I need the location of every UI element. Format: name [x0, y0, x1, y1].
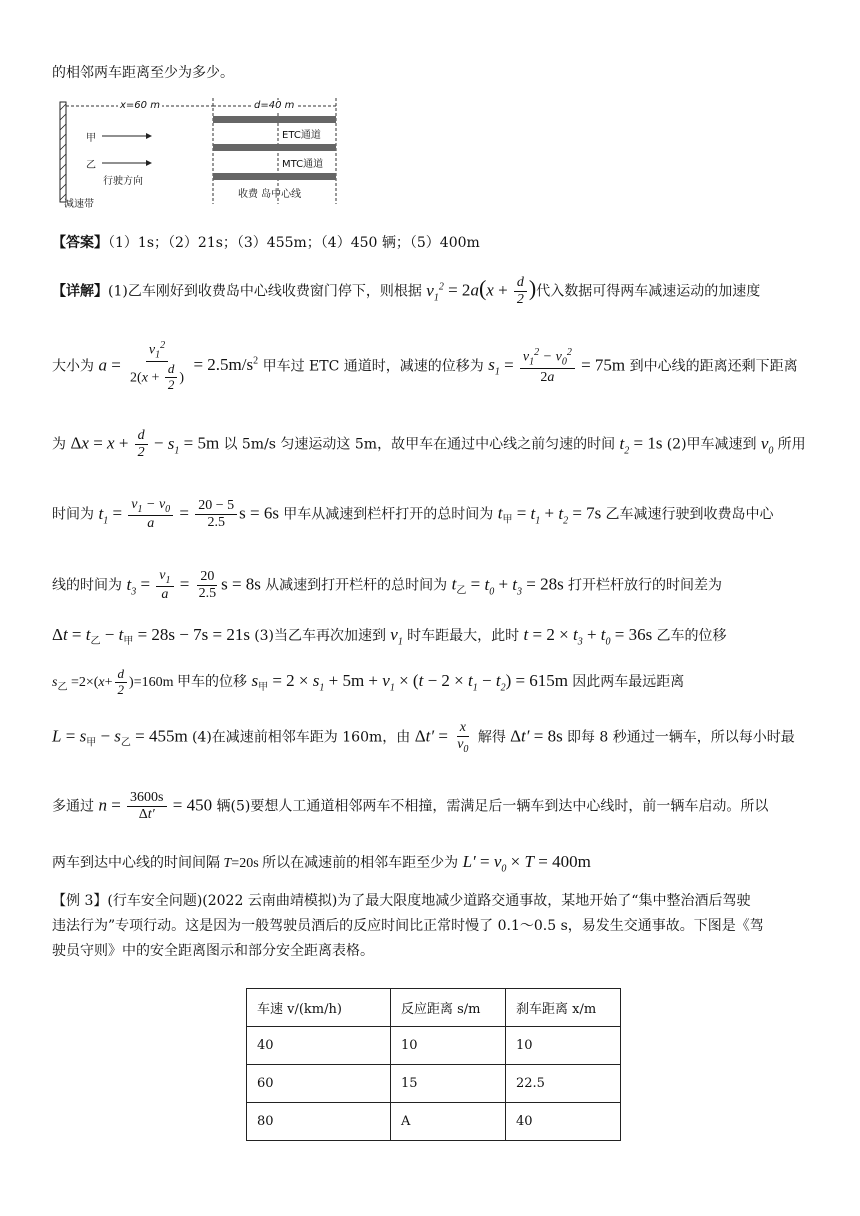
table-cell: 60	[247, 1065, 391, 1103]
detail-line-3: 为 Δx = x + $\frac{d}{2}$ − $s_1 = 5m$ 以 5m/s 匀速运动这 5m，故甲车在通过中心线之前匀速的时间 $t_2 = 1s$ (2)甲车减速到 $v_0$ 所用	[52, 428, 806, 461]
table-row	[247, 1103, 621, 1141]
table-header-row	[247, 989, 621, 1027]
detail-tag: 【详解】	[52, 283, 108, 300]
table-cell: 22.5	[506, 1065, 621, 1103]
detail-line-2: 大小为 a = $v_1^2$ 2(x + $\frac{d}{2}$ ) = $2.5m/s^2$ 甲车过 ETC 通道时，减速的位移为 $s_1$ = $\frac{v_1^2 - v_0^2}{2a}$ = 75m 到中心线的距离还剩下距离	[52, 340, 798, 392]
table-row	[247, 1027, 621, 1065]
table-cell: 15	[391, 1065, 506, 1103]
detail-line-9: 多通过 n = $\frac{3600s}{\Delta t'}$ = 450 辆(5)要想人工通道相邻两车不相撞，需满足后一辆车到达中心线时，前一辆车启动。所以	[52, 790, 769, 823]
safety-distance-table	[246, 988, 621, 1141]
answer-line	[52, 232, 480, 252]
car-jia-label: 甲	[86, 133, 96, 144]
detail-line-10: 两车到达中心线的时间间隔 T=20s 所以在减速前的相邻车距至少为 $L' = v_0 \times T = 400m$	[52, 852, 591, 875]
center-line-label: 收费 岛中心线	[238, 189, 302, 200]
example-line-2: 违法行为”专项行动。这是因为一般驾驶员酒后的反应时间比正常时慢了 0.1～0.5 s，易发生交通事故。下图是《驾	[52, 918, 764, 934]
etc-label: ETC通道	[282, 130, 321, 141]
detail-line-4: 时间为 $t_1$ = $\frac{v_1 - v_0}{a}$ = $\frac{20 - 5}{2.5}$ s = 6s 甲车从减速到栏杆打开的总时间为 $t_甲 = t_1 + t_2 = 7s$ 乙车减速行驶到收费岛中心	[52, 497, 774, 532]
example-line-3: 驶员守则》中的安全距离图示和部分安全距离表格。	[52, 943, 374, 959]
detail-line-7: $s_乙 =2\times(x+$ $\frac{d}{2}$ )=160m 甲车的位移 $s_甲 = 2 \times s_1 + 5m + v_1 \times (t - 2 \times t_1 - t_2) = 615m$ 因此两车最远距离	[52, 665, 685, 697]
detail-line-6: $\Delta t = t_乙 - t_甲 = 28s - 7s = 21s$ (3)当乙车再次加速到 $v_1$ 时车距最大，此时 $t = 2 \times t_3 + t_0 = 36s$ 乙车的位移	[52, 625, 727, 648]
x-label: x=60 m	[120, 100, 160, 111]
car-yi-label: 乙	[86, 160, 96, 171]
answer-text: （1）1s；（2）21s；（3）455m；（4）450 辆；（5）400m	[108, 235, 480, 251]
table-header: 刹车距离 x/m	[506, 989, 621, 1027]
table-cell: 40	[247, 1027, 391, 1065]
answer-tag: 【答案】	[52, 235, 108, 251]
lane-divider	[213, 173, 336, 180]
table-cell: 80	[247, 1103, 391, 1141]
table-cell: 40	[506, 1103, 621, 1141]
intro-line: 的相邻两车距离至少为多少。	[52, 65, 234, 81]
lane-divider	[213, 116, 336, 123]
lane-divider	[213, 144, 336, 151]
detail-line-5: 线的时间为 $t_3$ = $\frac{v_1}{a}$ = $\frac{20}{2.5}$ s = 8s 从减速到打开栏杆的总时间为 $t_乙 = t_0 + t_3 = 28s$ 打开栏杆放行的时间差为	[52, 568, 722, 603]
detail-line-8: $L = s_甲 - s_乙 = 455m$ (4)在减速前相邻车距为 160m，由 Δt′ = $\frac{x}{v_0}$ 解得 Δt′ = 8s 即每 8 秒通过一辆车，所以每小时最	[52, 720, 795, 755]
table-cell: A	[391, 1103, 506, 1141]
detail-line-1: 【详解】(1)乙车刚好到收费岛中心线收费窗门停下，则根据 $v_1^2 = 2a(x$ + $\frac{d}{2}$ )代入数据可得两车减速运动的加速度	[52, 275, 761, 308]
arrow-right-icon	[146, 133, 152, 139]
mtc-label: MTC通道	[282, 159, 324, 170]
table-header: 反应距离 s/m	[391, 989, 506, 1027]
direction-label: 行驶方向	[103, 176, 143, 187]
table-row	[247, 1065, 621, 1103]
arrow-right-icon	[146, 160, 152, 166]
table-cell: 10	[506, 1027, 621, 1065]
table-cell: 10	[391, 1027, 506, 1065]
speed-bump-label: 减速带	[64, 199, 94, 210]
example-line-1: 【例 3】(行车安全问题)(2022 云南曲靖模拟)为了最大限度地减少道路交通事故，某地开始了“集中整治酒后驾驶	[52, 893, 751, 909]
table-header: 车速 v/(km/h)	[247, 989, 391, 1027]
toll-diagram	[56, 96, 346, 210]
d-label: d=40 m	[254, 100, 295, 111]
